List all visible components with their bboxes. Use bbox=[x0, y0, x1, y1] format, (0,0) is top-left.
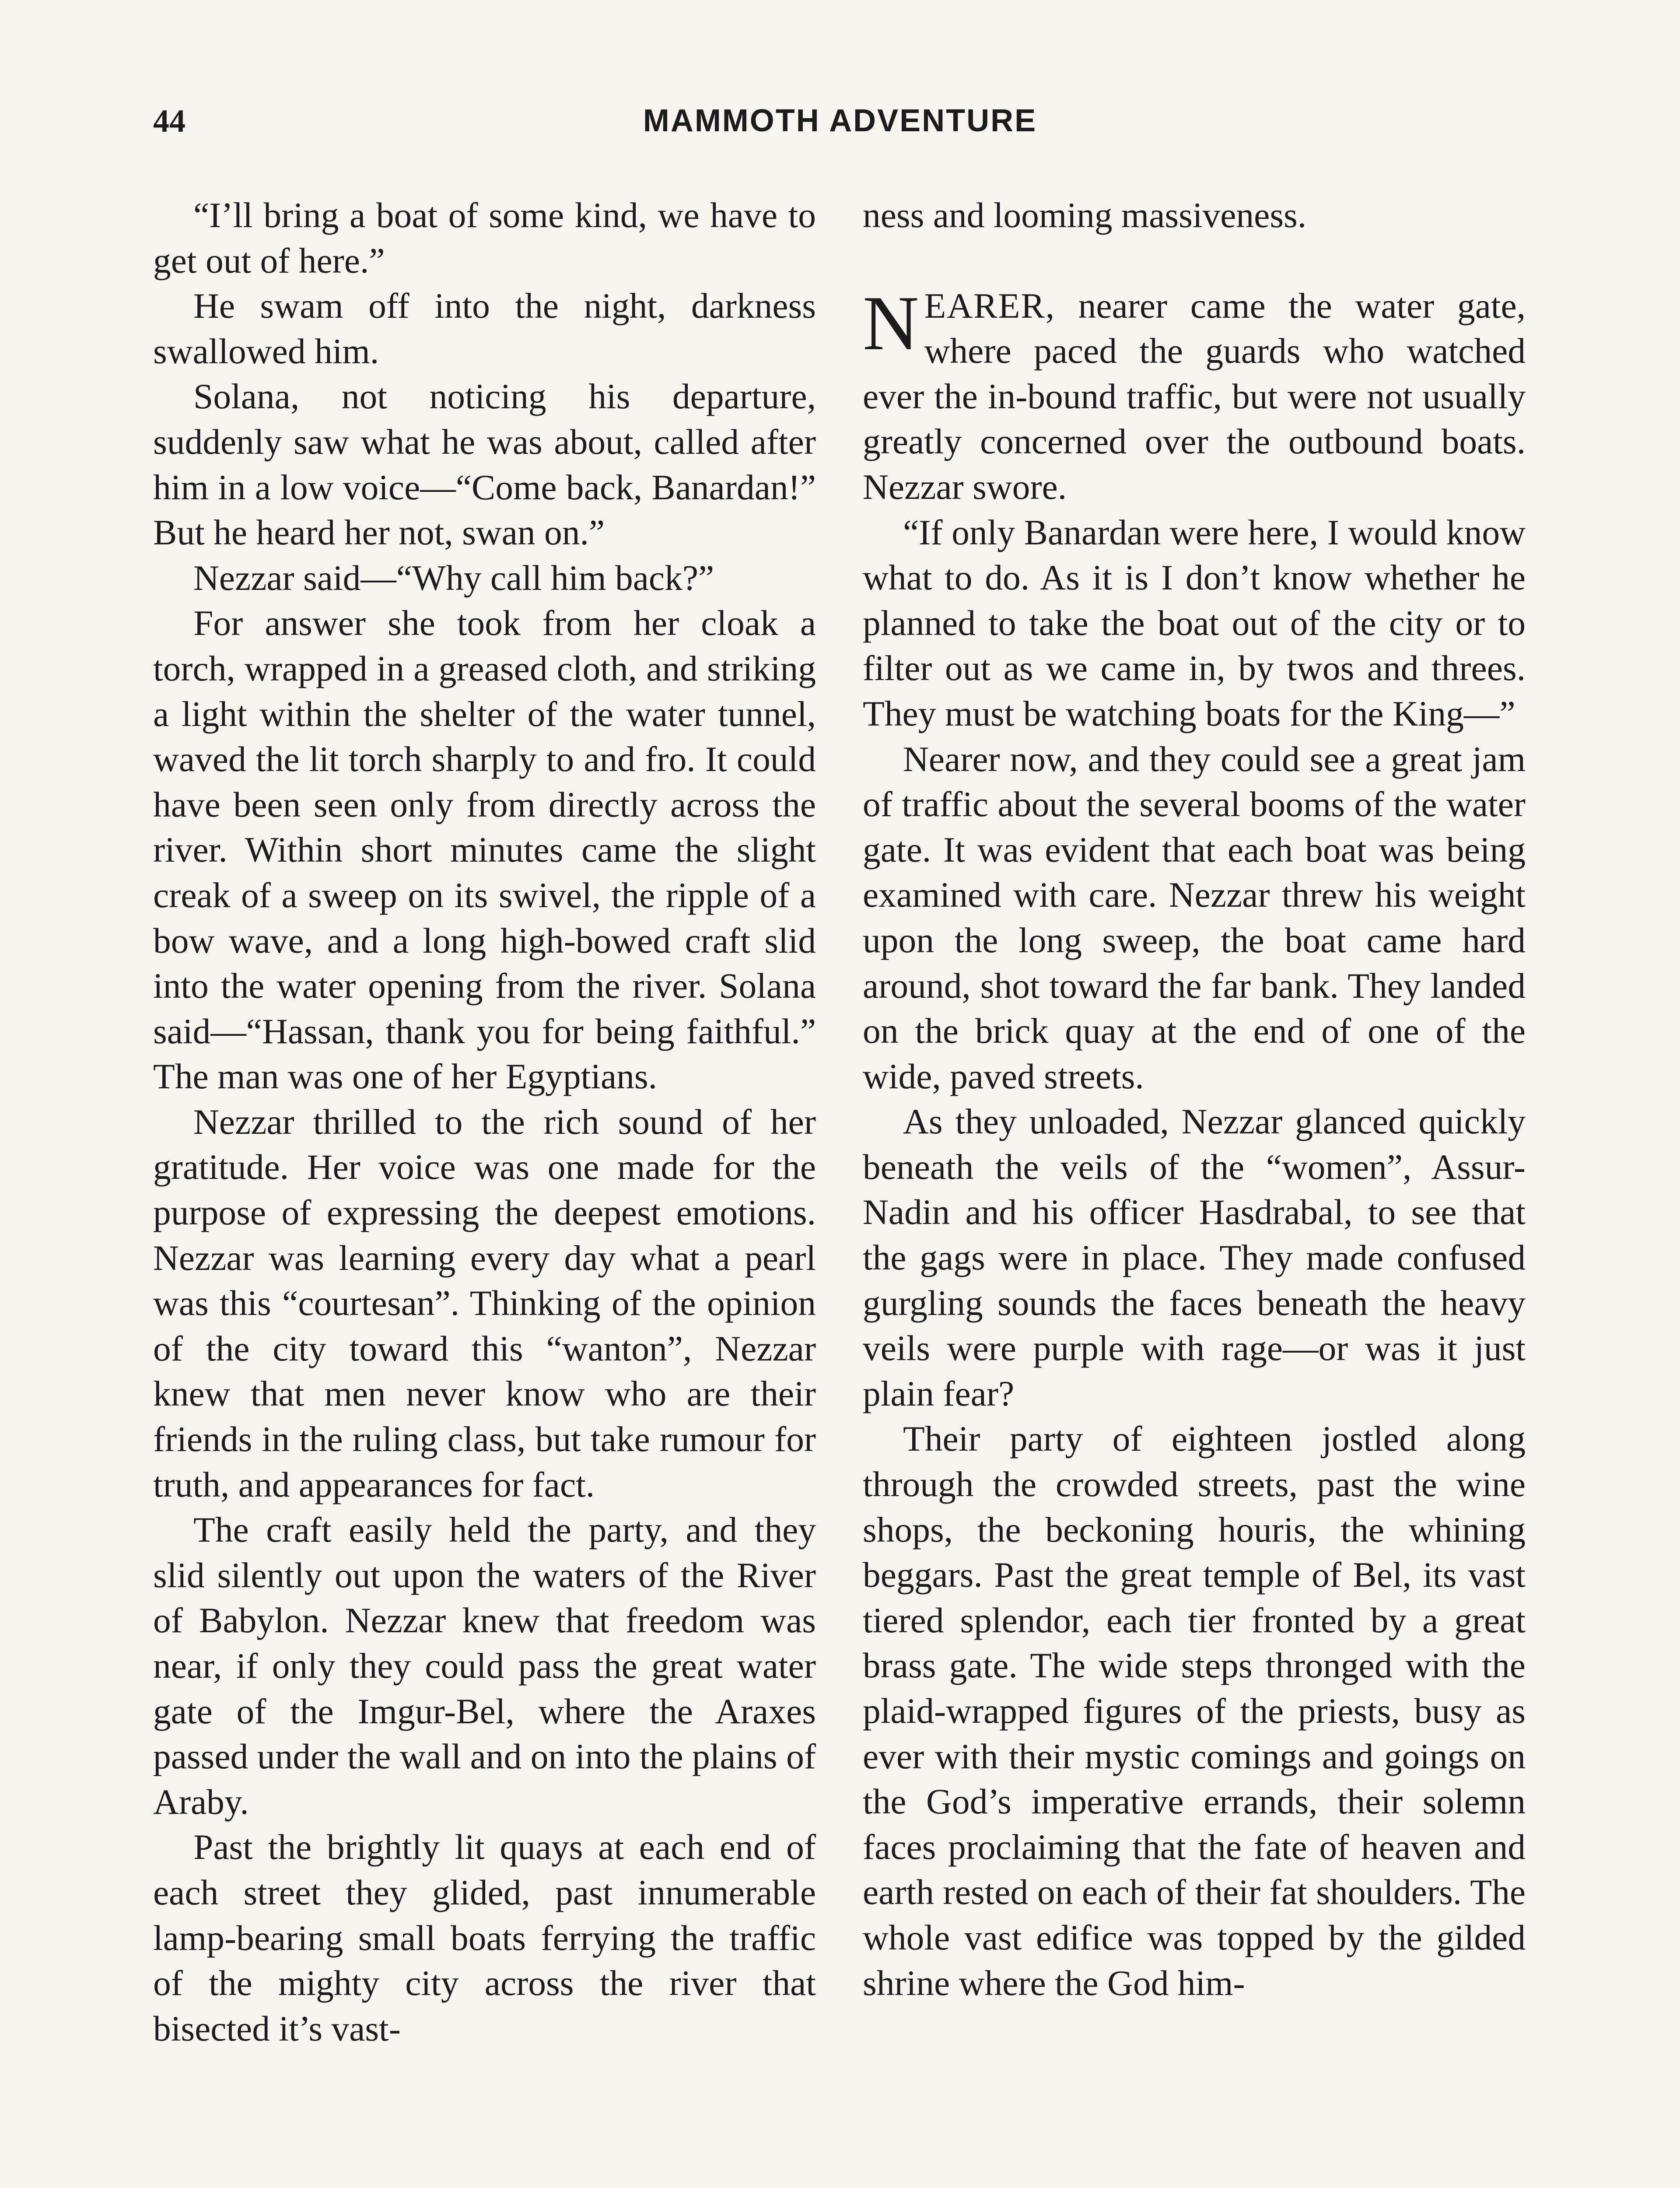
page-header bbox=[153, 103, 1527, 155]
paragraph: Solana, not noticing his departure, suddenly saw what he was about, called after him in a low voice—“Come back, Banardan!” But he heard her not, swan on.” bbox=[153, 376, 816, 553]
paragraph: Nearer now, and they could see a great jam of traffic about the several booms of the water gate. It was evident that each boat was being examined with care. Nezzar threw his weight upon the long sweep, the boat came hard around, shot toward the far bank. They landed on the brick quay at the end of one of the wide, paved streets. bbox=[863, 739, 1526, 1096]
section-break bbox=[863, 238, 1526, 283]
dropcap-paragraph bbox=[863, 279, 1526, 510]
running-title: MAMMOTH ADVENTURE bbox=[643, 103, 1037, 138]
right-column bbox=[863, 193, 1526, 2006]
paragraph: The craft easily held the party, and they slid silently out upon the waters of the River of Babylon. Nezzar knew that freedom was near, if only they could pass the great water gate of the Imgur-Bel, where the Araxes passed under the wall and on into the plains of Araby. bbox=[153, 1510, 816, 1822]
paragraph: Their party of eighteen jostled along through the crowded streets, past the wine shops, the beckoning houris, the whining beggars. Past the great temple of Bel, its vast tiered splendor, each tier fronted by a great brass gate. The wide steps thronged with the plaid-wrapped figures of the priests, busy as ever with their mystic comings and goings on the God’s imperative errands, their solemn faces proclaiming that the fate of heaven and earth rested on each of their fat shoulders. The whole vast edifice was topped by the gilded shrine where the God him- bbox=[863, 1419, 1526, 2003]
paragraph: He swam off into the night, darkness swallowed him. bbox=[153, 286, 816, 371]
paragraph: Past the brightly lit quays at each end of each street they glided, past innumerable lamp-bearing small boats ferrying the traffic of the mighty city across the river that bisected it’s vast- bbox=[153, 1827, 816, 2048]
paragraph: “If only Banardan were here, I would know what to do. As it is I don’t know whether he planned to take the boat out of the city or to filter out as we came in, by twos and threes. They must be watching boats for the King—” bbox=[863, 512, 1526, 733]
paragraph-text: nearer came the water gate, where paced the guards who watched ever the in-bound traffic, but were not usually greatly concerned over the outbound boats. Nezzar swore. bbox=[863, 285, 1526, 507]
paragraph: Nezzar thrilled to the rich sound of her gratitude. Her voice was one made for the purpose of expressing the deepest emotions. Nezzar was learning every day what a pearl was this “courtesan”. Thinking of the opinion of the city toward this “wanton”, Nezzar knew that men never know who are their friends in the ruling class, but take rumour for truth, and appearances for fact. bbox=[153, 1101, 816, 1504]
continuation-paragraph: ness and looming massiveness. bbox=[863, 195, 1307, 235]
paragraph: For answer she took from her cloak a torch, wrapped in a greased cloth, and striking a light within the shelter of the water tunnel, waved the lit torch sharply to and fro. It could have been seen only from directly across the river. Within short minutes came the slight creak of a sweep on its swivel, the ripple of a bow wave, and a long high-bowed craft slid into the water opening from the river. Solana said—“Hassan, thank you for being faithful.” The man was one of her Egyptians. bbox=[153, 603, 816, 1097]
left-column bbox=[153, 193, 816, 2051]
paragraph: “I’ll bring a boat of some kind, we have to get out of here.” bbox=[153, 195, 816, 281]
drop-cap: N bbox=[863, 279, 919, 366]
page-number: 44 bbox=[153, 103, 186, 139]
paragraph: Nezzar said—“Why call him back?” bbox=[193, 558, 714, 598]
paragraph: As they unloaded, Nezzar glanced quickly beneath the veils of the “women”, Assur-Nadin and his officer Hasdrabal, to see that the gags were in place. They made confused gurgling sounds the faces beneath the heavy veils were purple with rage—or was it just plain fear? bbox=[863, 1101, 1526, 1413]
lead-in-caps: EARER, bbox=[924, 285, 1056, 326]
